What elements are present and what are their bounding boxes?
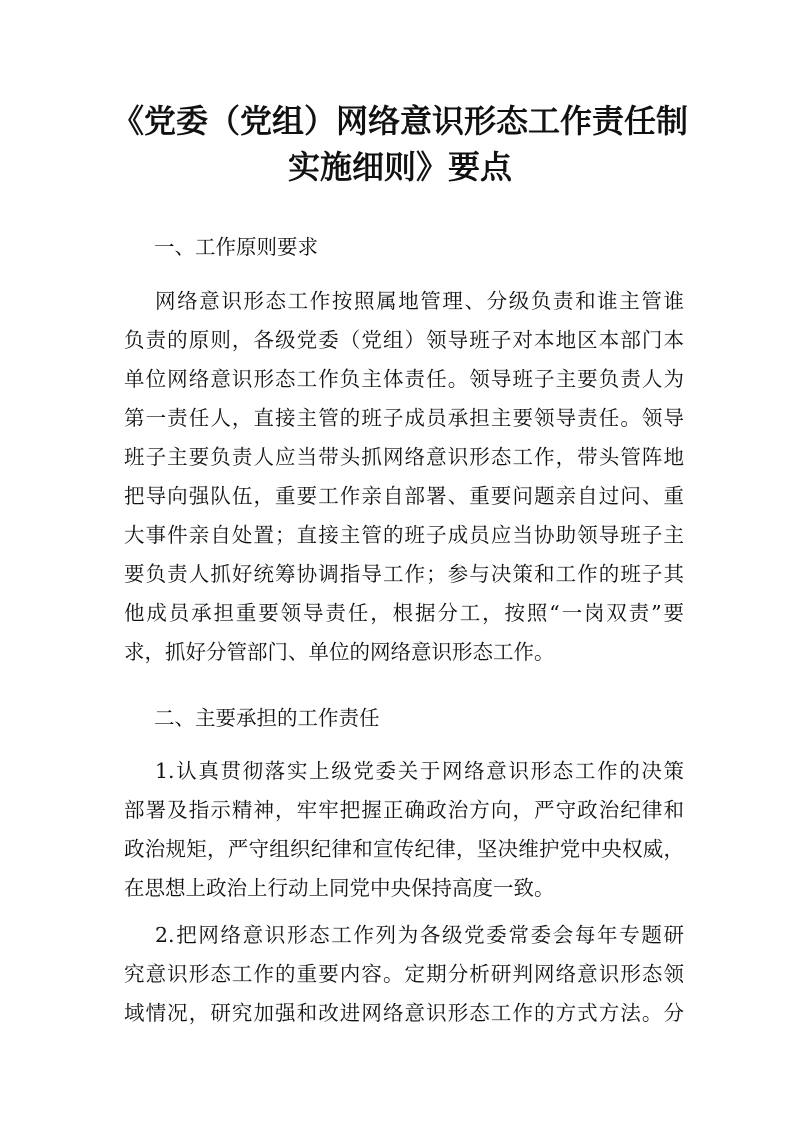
document-title-line-2: 实施细则》要点 bbox=[287, 148, 512, 186]
list-item-line: 部署及指示精神，牢牢把握正确政治方向，严守政治纪律和 bbox=[124, 798, 684, 822]
paragraph-line: 网络意识形态工作按照属地管理、分级负责和谁主管谁 bbox=[155, 289, 684, 313]
list-item-line: 域情况，研究加强和改进网络意识形态工作的方式方法。分 bbox=[124, 1001, 684, 1025]
section-heading-responsibilities: 二、主要承担的工作责任 bbox=[154, 706, 380, 730]
document-title-line-1: 《党委（党组）网络意识形态工作责任制 bbox=[111, 102, 688, 140]
paragraph-line: 把导向强队伍，重要工作亲自部署、重要问题亲自过问、重 bbox=[124, 484, 684, 508]
paragraph-line: 求，抓好分管部门、单位的网络意识形态工作。 bbox=[124, 640, 555, 664]
paragraph-line: 大事件亲自处置；直接主管的班子成员应当协助领导班子主 bbox=[124, 523, 684, 547]
list-item-line: 1.认真贯彻落实上级党委关于网络意识形态工作的决策 bbox=[155, 759, 684, 783]
paragraph-line: 单位网络意识形态工作负主体责任。领导班子主要负责人为 bbox=[124, 367, 684, 391]
section-heading-principles: 一、工作原则要求 bbox=[154, 235, 318, 259]
list-item-line: 2.把网络意识形态工作列为各级党委常委会每年专题研 bbox=[155, 923, 684, 947]
paragraph-line: 班子主要负责人应当带头抓网络意识形态工作，带头管阵地 bbox=[124, 445, 684, 469]
paragraph-line: 第一责任人，直接主管的班子成员承担主要领导责任。领导 bbox=[124, 406, 684, 430]
paragraph-line: 要负责人抓好统筹协调指导工作；参与决策和工作的班子其 bbox=[124, 562, 684, 586]
list-item-line: 在思想上政治上行动上同党中央保持高度一致。 bbox=[124, 876, 555, 900]
list-item-line: 究意识形态工作的重要内容。定期分析研判网络意识形态领 bbox=[124, 962, 684, 986]
list-item-line: 政治规矩，严守组织纪律和宣传纪律，坚决维护党中央权威， bbox=[124, 837, 684, 861]
paragraph-line: 他成员承担重要领导责任，根据分工，按照“一岗双责”要 bbox=[124, 601, 684, 625]
paragraph-line: 负责的原则，各级党委（党组）领导班子对本地区本部门本 bbox=[124, 328, 684, 352]
